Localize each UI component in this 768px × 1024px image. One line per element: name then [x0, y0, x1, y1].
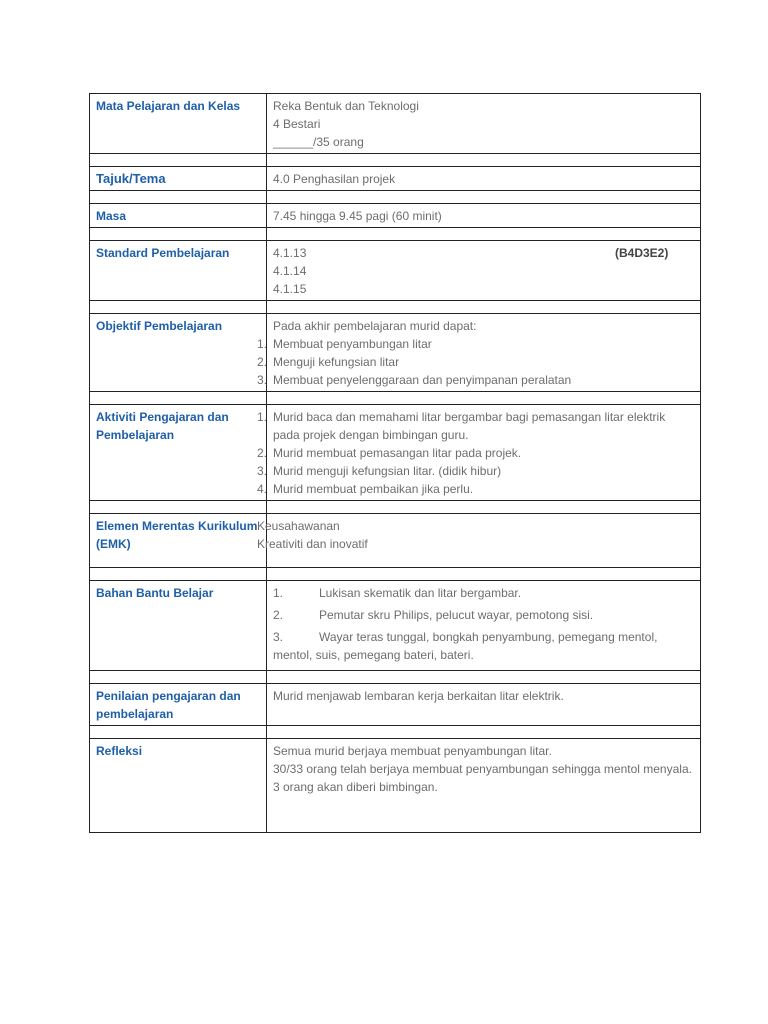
activity-list: [256, 408, 694, 498]
list-item: [273, 628, 694, 664]
list-item: [256, 480, 694, 498]
spacer: [267, 301, 701, 314]
item-text: Murid membuat pemasangan litar pada projek.: [273, 446, 522, 460]
label-activity: Aktiviti Pengajaran dan Pembelajaran: [90, 405, 267, 501]
value-topic: 4.0 Penghasilan projek: [267, 167, 701, 191]
reflection-line: 3 orang akan diberi bimbingan.: [273, 780, 438, 794]
item-text: Lukisan skematik dan litar bergambar.: [319, 586, 522, 600]
item-text: Wayar teras tunggal, bongkah penyambung, pemegang mentol, mentol, suis, pemegang bateri, bateri.: [273, 630, 658, 662]
list-item: [256, 353, 694, 371]
list-item: [256, 371, 694, 389]
row-materials: [90, 581, 701, 671]
spacer: [90, 501, 267, 514]
item-text: Murid baca dan memahami litar bergambar bagi pemasangan litar elektrik pada projek dengan bimbingan guru.: [273, 410, 666, 442]
item-text: Pemutar skru Philips, pelucut wayar, pemotong sisi.: [319, 608, 594, 622]
item-number: 1.: [256, 337, 267, 351]
spacer: [267, 191, 701, 204]
spacer: [90, 154, 267, 167]
row-standard: [90, 241, 701, 301]
objective-intro: Pada akhir pembelajaran murid dapat:: [273, 319, 477, 333]
label-time: Masa: [90, 204, 267, 228]
value-reflection: [267, 739, 701, 833]
row-assessment: [90, 684, 701, 726]
standard-line: 4.1.14: [273, 264, 307, 278]
row-objective: [90, 314, 701, 392]
spacer: [90, 301, 267, 314]
value-emk: [257, 514, 701, 568]
item-text: Membuat penyelenggaraan dan penyimpanan peralatan: [273, 373, 572, 387]
row-subject: [90, 94, 701, 154]
list-item: [256, 444, 694, 462]
value-objective: [256, 314, 701, 392]
value-assessment: Murid menjawab lembaran kerja berkaitan litar elektrik.: [267, 684, 701, 726]
item-number: 4.: [256, 482, 267, 496]
class-line: 4 Bestari: [273, 117, 321, 131]
spacer: [267, 671, 701, 684]
value-activity: [256, 405, 701, 501]
row-reflection: [90, 739, 701, 833]
lesson-plan-table: [89, 93, 701, 833]
reflection-line: 30/33 orang telah berjaya membuat penyambungan sehingga mentol menyala.: [273, 762, 692, 776]
item-number: 3.: [256, 373, 267, 387]
label-standard: Standard Pembelajaran: [90, 241, 267, 301]
spacer: [267, 568, 701, 581]
item-number: 1.: [256, 410, 267, 424]
label-reflection: Refleksi: [90, 739, 267, 833]
item-number: 3.: [256, 464, 267, 478]
objective-list: [256, 335, 694, 389]
list-item: [256, 335, 694, 353]
row-activity: [90, 405, 701, 501]
reflection-line: Semua murid berjaya membuat penyambungan litar.: [273, 744, 552, 758]
label-assessment: Penilaian pengajaran dan pembelajaran: [90, 684, 267, 726]
item-text: Murid menguji kefungsian litar. (didik hibur): [273, 464, 502, 478]
spacer: [267, 228, 701, 241]
item-number: 1.: [273, 586, 284, 600]
item-number: 2.: [256, 446, 267, 460]
item-number: 2.: [256, 355, 267, 369]
standard-line: 4.1.13: [273, 246, 307, 260]
spacer: [90, 568, 267, 581]
value-standard: [267, 241, 701, 301]
emk-line: Kreativiti dan inovatif: [257, 537, 368, 551]
value-subject: [267, 94, 701, 154]
label-objective: Objektif Pembelajaran: [90, 314, 267, 392]
list-item: [256, 408, 694, 444]
label-emk: Elemen Merentas Kurikulum (EMK): [90, 514, 267, 568]
item-text: Menguji kefungsian litar: [273, 355, 400, 369]
spacer: [267, 501, 701, 514]
standard-code-tag: (B4D3E2): [615, 246, 669, 260]
row-emk: [90, 514, 701, 568]
item-number: 3.: [273, 630, 284, 644]
item-text: Murid membuat pembaikan jika perlu.: [273, 482, 474, 496]
standard-line: 4.1.15: [273, 282, 307, 296]
spacer: [267, 726, 701, 739]
spacer: [267, 154, 701, 167]
spacer: [267, 392, 701, 405]
list-item: [273, 606, 694, 624]
value-time: 7.45 hingga 9.45 pagi (60 minit): [267, 204, 701, 228]
label-materials: Bahan Bantu Belajar: [90, 581, 267, 671]
item-text: Membuat penyambungan litar: [273, 337, 432, 351]
emk-line: Keusahawanan: [257, 519, 340, 533]
count-line: ______/35 orang: [273, 135, 364, 149]
list-item: [273, 584, 694, 602]
label-subject: Mata Pelajaran dan Kelas: [90, 94, 267, 154]
spacer: [90, 671, 267, 684]
row-time: [90, 204, 701, 228]
spacer: [90, 726, 267, 739]
spacer: [90, 228, 267, 241]
spacer: [90, 392, 267, 405]
spacer: [90, 191, 267, 204]
label-topic: Tajuk/Tema: [90, 167, 267, 191]
subject-line: Reka Bentuk dan Teknologi: [273, 99, 419, 113]
item-number: 2.: [273, 608, 284, 622]
row-topic: [90, 167, 701, 191]
list-item: [256, 462, 694, 480]
value-materials: [267, 581, 701, 671]
